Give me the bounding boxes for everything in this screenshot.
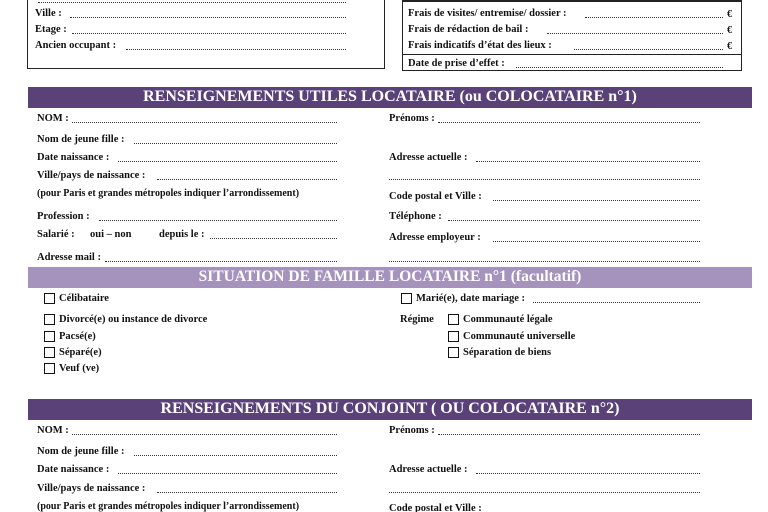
frais-redaction-label: Frais de rédaction de bail : (408, 24, 529, 35)
celibataire-label: Célibataire (59, 293, 109, 304)
code-postal-ville-label: Code postal et Ville : (389, 191, 482, 202)
ville-pays-naissance-label: Ville/pays de naissance : (37, 170, 146, 181)
conjoint-adresse-actuelle-field[interactable] (476, 473, 700, 474)
regime-label: Régime (400, 314, 434, 325)
separe-label: Séparé(e) (59, 347, 102, 358)
section-header-conjoint: RENSEIGNEMENTS DU CONJOINT ( OU COLOCATAIRE n°2) (28, 399, 752, 420)
date-mariage-field[interactable] (533, 302, 700, 303)
nom-field[interactable] (72, 122, 337, 123)
conjoint-nom-jeune-fille-field[interactable] (134, 455, 337, 456)
divorce-label: Divorcé(e) ou instance de divorce (59, 314, 208, 325)
euro-symbol: € (727, 41, 732, 52)
ville-pays-naissance-field[interactable] (157, 179, 337, 180)
frais-visites-label: Frais de visites/ entremise/ dossier : (408, 8, 567, 19)
etage-field[interactable] (72, 33, 346, 34)
section-header-situation-famille: SITUATION DE FAMILLE LOCATAIRE n°1 (facultatif) (28, 267, 752, 288)
oui-non-option[interactable]: oui – non (90, 229, 132, 240)
nom-jeune-fille-label: Nom de jeune fille : (37, 134, 125, 145)
conjoint-nom-label: NOM : (37, 425, 69, 436)
code-postal-ville-field[interactable] (493, 200, 700, 201)
communaute-universelle-label: Communauté universelle (463, 331, 576, 342)
frais-redaction-field[interactable] (547, 33, 723, 34)
top-right-header-bar (402, 0, 742, 2)
adresse-actuelle-label: Adresse actuelle : (389, 152, 468, 163)
ville-label: Ville : (35, 8, 62, 19)
adresse-employeur-field[interactable] (493, 241, 700, 242)
pacse-checkbox[interactable] (44, 331, 55, 342)
ville-field[interactable] (70, 17, 346, 18)
top-left-box (27, 0, 385, 69)
frais-etat-lieux-field[interactable] (574, 49, 723, 50)
veuf-label: Veuf (ve) (59, 363, 100, 374)
salarie-label: Salarié : (37, 229, 75, 240)
marie-checkbox[interactable] (401, 293, 412, 304)
top-right-divider (402, 54, 742, 55)
veuf-checkbox[interactable] (44, 363, 55, 374)
paris-note: (pour Paris et grandes métropoles indiquer l’arrondissement) (37, 188, 300, 199)
separation-biens-label: Séparation de biens (463, 347, 552, 358)
date-naissance-label: Date naissance : (37, 152, 110, 163)
adresse-employeur-label: Adresse employeur : (389, 232, 481, 243)
celibataire-checkbox[interactable] (44, 293, 55, 304)
telephone-field[interactable] (448, 220, 700, 221)
conjoint-paris-note: (pour Paris et grandes métropoles indiquer l’arrondissement) (37, 501, 300, 512)
depuis-le-field[interactable] (210, 238, 337, 239)
nom-jeune-fille-field[interactable] (134, 143, 337, 144)
date-prise-effet-label: Date de prise d’effet : (408, 58, 505, 69)
communaute-legale-checkbox[interactable] (448, 314, 459, 325)
communaute-universelle-checkbox[interactable] (448, 331, 459, 342)
conjoint-prenoms-field[interactable] (438, 434, 700, 435)
separation-biens-checkbox[interactable] (448, 347, 459, 358)
date-prise-effet-field[interactable] (516, 67, 723, 68)
profession-label: Profession : (37, 211, 90, 222)
telephone-label: Téléphone : (389, 211, 442, 222)
adresse-actuelle-field[interactable] (476, 161, 700, 162)
separe-checkbox[interactable] (44, 347, 55, 358)
conjoint-ville-pays-naissance-label: Ville/pays de naissance : (37, 483, 146, 494)
nom-label: NOM : (37, 113, 69, 124)
euro-symbol: € (727, 25, 732, 36)
ancien-occupant-field[interactable] (126, 49, 346, 50)
communaute-legale-label: Communauté légale (463, 314, 553, 325)
prenoms-label: Prénoms : (389, 113, 435, 124)
conjoint-date-naissance-field[interactable] (118, 473, 337, 474)
pacse-label: Pacsé(e) (59, 331, 96, 342)
prenoms-field[interactable] (438, 122, 700, 123)
conjoint-nom-field[interactable] (72, 434, 337, 435)
conjoint-nom-jeune-fille-label: Nom de jeune fille : (37, 446, 125, 457)
frais-visites-field[interactable] (585, 17, 723, 18)
adresse-mail-label: Adresse mail : (37, 252, 101, 263)
conjoint-adresse-actuelle-label: Adresse actuelle : (389, 464, 468, 475)
depuis-le-label: depuis le : (159, 229, 205, 240)
ancien-occupant-label: Ancien occupant : (35, 40, 117, 51)
profession-field[interactable] (99, 220, 337, 221)
conjoint-prenoms-label: Prénoms : (389, 425, 435, 436)
adresse-mail-field[interactable] (105, 261, 337, 262)
adresse-employeur-field-line2[interactable] (389, 261, 700, 262)
etage-label: Etage : (35, 24, 67, 35)
top-left-line-0[interactable] (38, 2, 346, 3)
conjoint-code-postal-ville-label: Code postal et Ville : (389, 503, 482, 512)
conjoint-ville-pays-naissance-field[interactable] (157, 492, 337, 493)
conjoint-adresse-actuelle-field-line2[interactable] (389, 492, 700, 493)
marie-label: Marié(e), date mariage : (416, 293, 526, 304)
frais-etat-lieux-label: Frais indicatifs d’état des lieux : (408, 40, 552, 51)
adresse-actuelle-field-line2[interactable] (389, 179, 700, 180)
conjoint-date-naissance-label: Date naissance : (37, 464, 110, 475)
date-naissance-field[interactable] (118, 161, 337, 162)
euro-symbol: € (727, 9, 732, 20)
section-header-locataire: RENSEIGNEMENTS UTILES LOCATAIRE (ou COLOCATAIRE n°1) (28, 87, 752, 108)
divorce-checkbox[interactable] (44, 314, 55, 325)
